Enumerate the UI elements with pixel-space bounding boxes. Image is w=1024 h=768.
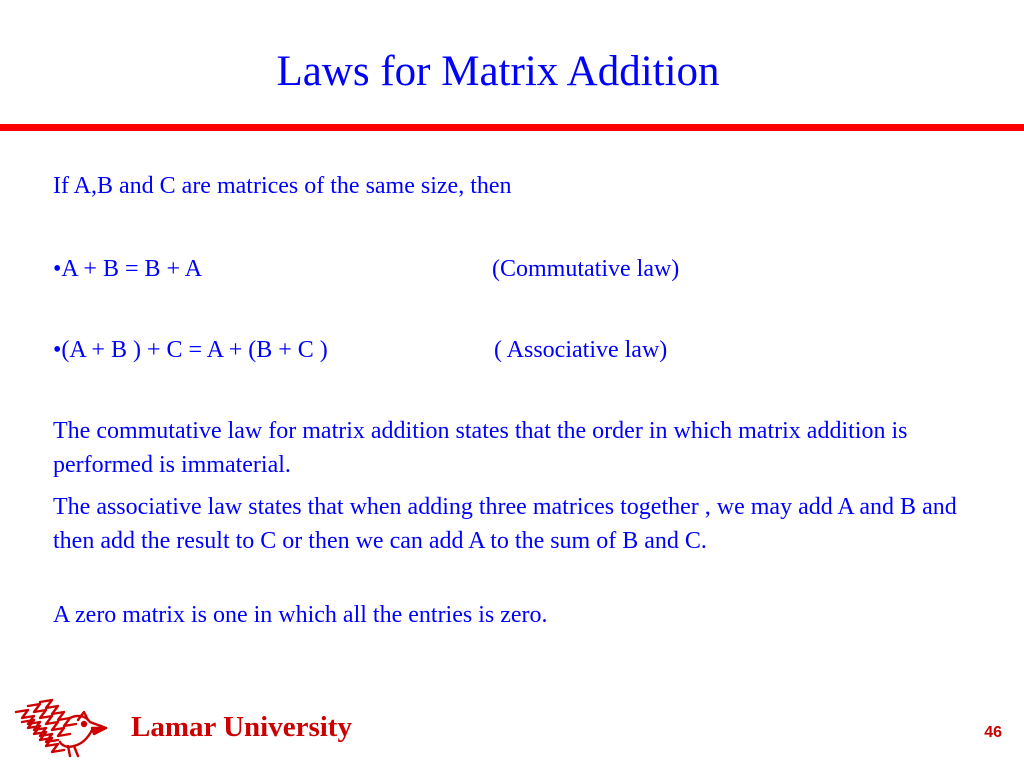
slide-title: Laws for Matrix Addition (276, 48, 720, 95)
university-name: Lamar University (131, 711, 352, 743)
paragraph-associative: The associative law states that when adding three matrices together , we may add A and B and then add the result to C or then we can add A to the sum of B and C. (53, 494, 957, 554)
law-name: ( Associative law) (494, 337, 668, 363)
law-expression: •(A + B ) + C = A + (B + C ) (53, 337, 328, 363)
title-divider (0, 124, 1024, 131)
cardinal-logo-icon (8, 698, 112, 760)
paragraph-commutative: The commutative law for matrix addition states that the order in which matrix addition is performed is immaterial. (53, 418, 908, 478)
intro-text: If A,B and C are matrices of the same size, then (53, 173, 512, 199)
law-expression: •A + B = B + A (53, 256, 203, 282)
paragraph-zero-matrix: A zero matrix is one in which all the entries is zero. (53, 602, 548, 628)
law-name: (Commutative law) (492, 256, 680, 282)
page-number: 46 (984, 724, 1002, 741)
